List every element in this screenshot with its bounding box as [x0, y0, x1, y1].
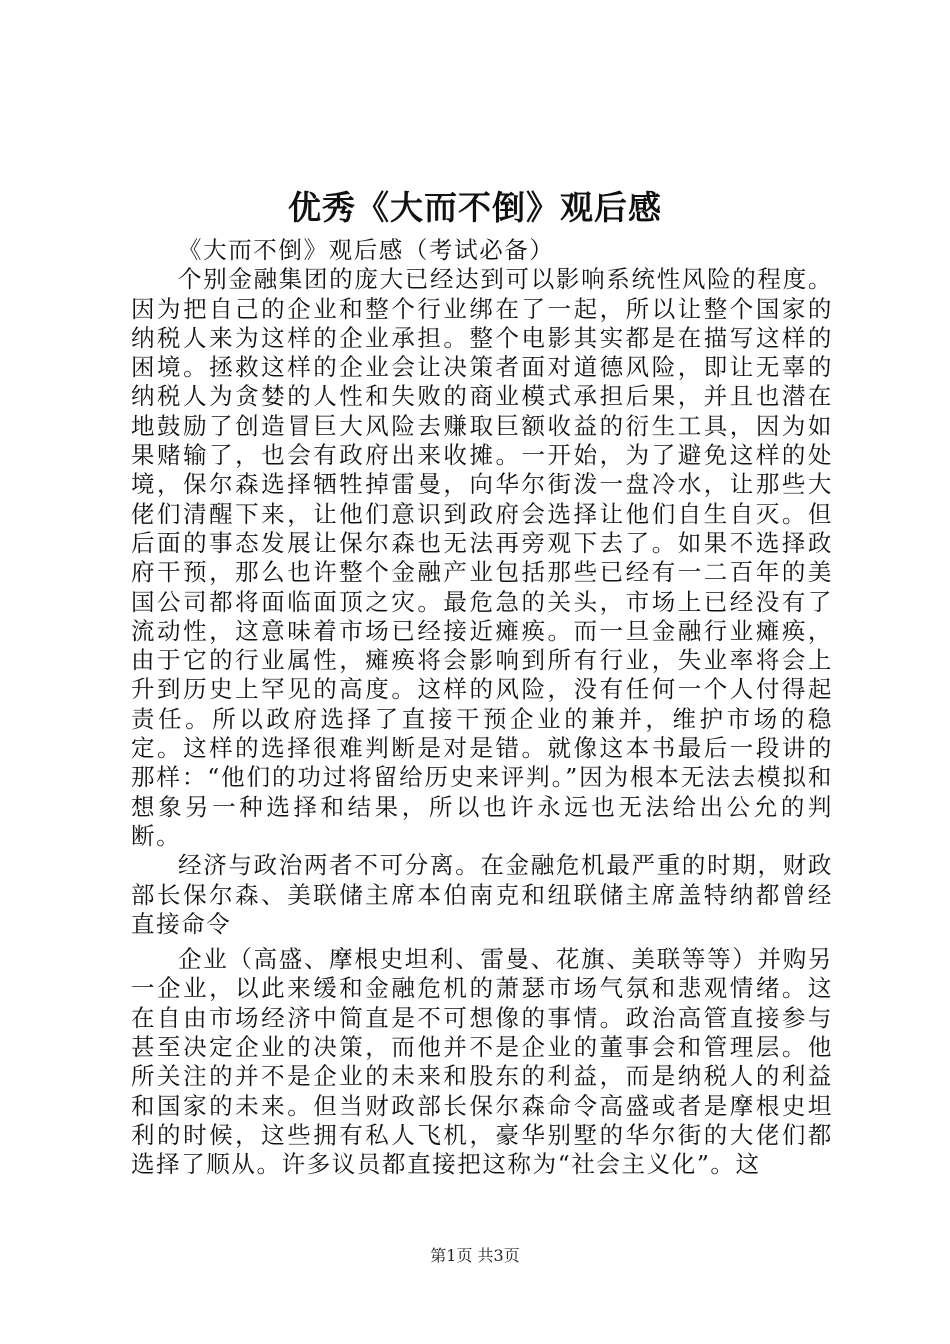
paragraph-subtitle: 《大而不倒》观后感（考试必备） — [178, 236, 555, 264]
document-title: 优秀《大而不倒》观后感 — [288, 188, 662, 227]
paragraph: 经济与政治两者不可分离。在金融危机最严重的时期，财政部长保尔森、美联储主席本伯南克和纽联储主席盖特纳都曾经直接命令 — [131, 851, 833, 938]
page-number-footer: 第1页 共3页 — [430, 1246, 520, 1265]
document-body — [131, 236, 833, 1180]
paragraph: 企业（高盛、摩根史坦利、雷曼、花旗、美联等等）并购另一企业，以此来缓和金融危机的萧瑟市场气氛和悲观情绪。这在自由市场经济中简直是不可想像的事情。政治高管直接参与甚至决定企业的决策，而他并不是企业的董事会和管理层。他所关注的并不是企业的未来和股东的利益，而是纳税人的利益和国家的未来。但当财政部长保尔森命令高盛或者是摩根史坦利的时候，这些拥有私人飞机，豪华别墅的华尔街的大佬们都选择了顺从。许多议员都直接把这称为“社会主义化”。这 — [131, 945, 833, 1179]
paragraph: 个别金融集团的庞大已经达到可以影响系统性风险的程度。因为把自己的企业和整个行业绑在了一起，所以让整个国家的纳税人来为这样的企业承担。整个电影其实都是在描写这样的困境。拯救这样的企业会让决策者面对道德风险，即让无辜的纳税人为贪婪的人性和失败的商业模式承担后果，并且也潜在地鼓励了创造冒巨大风险去赚取巨额收益的衍生工具，因为如果赌输了，也会有政府出来收摊。一开始，为了避免这样的处境，保尔森选择牺牲掉雷曼，向华尔街泼一盘冷水，让那些大佬们清醒下来，让他们意识到政府会选择让他们自生自灭。但后面的事态发展让保尔森也无法再旁观下去了。如果不选择政府干预，那么也许整个金融产业包括那些已经有一二百年的美国公司都将面临面顶之灾。最危急的关头，市场上已经没有了流动性，这意味着市场已经接近瘫痪。而一旦金融行业瘫痪，由于它的行业属性，瘫痪将会影响到所有行业，失业率将会上升到历史上罕见的高度。这样的风险，没有任何一个人付得起责任。所以政府选择了直接干预企业的兼并，维护市场的稳定。这样的选择很难判断是对是错。就像这本书最后一段讲的那样：“他们的功过将留给历史来评判。”因为根本无法去模拟和想象另一种选择和结果，所以也许永远也无法给出公允的判断。 — [131, 265, 833, 850]
